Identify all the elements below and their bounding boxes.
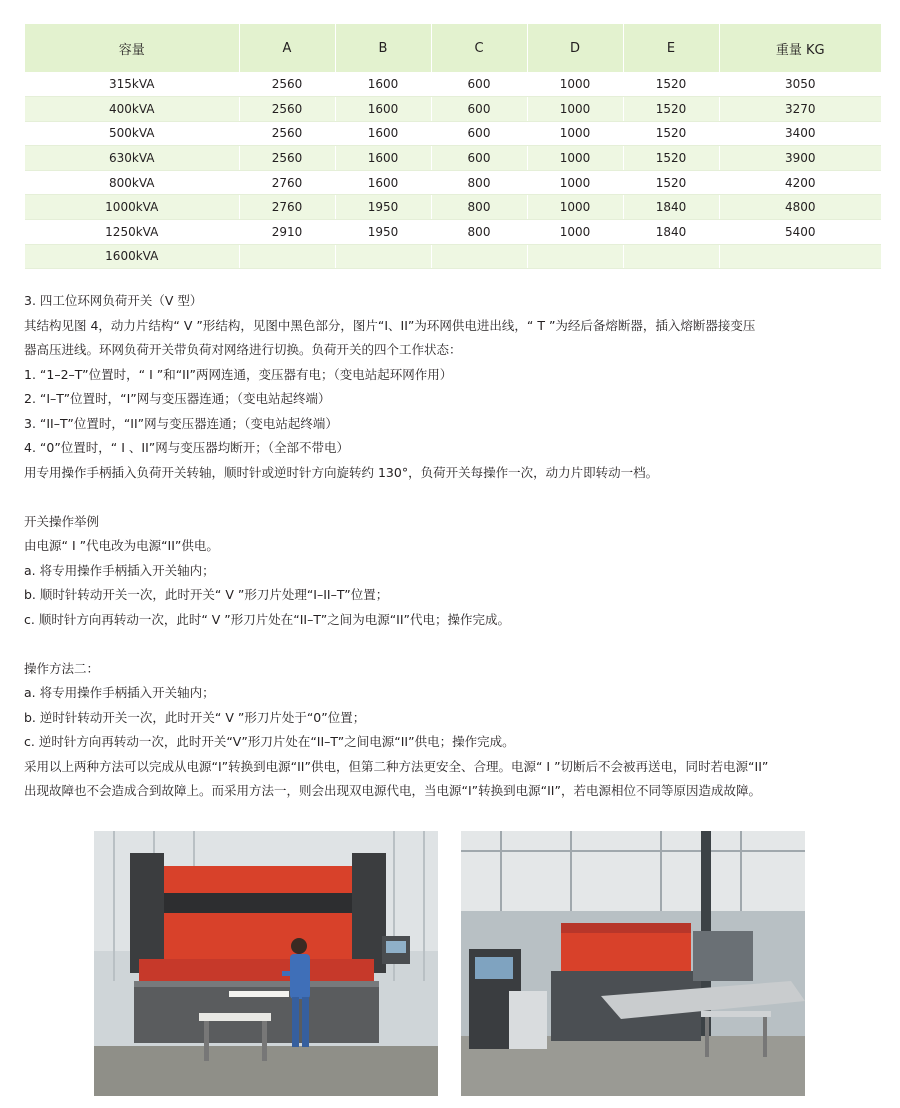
table-row xyxy=(25,97,881,122)
table-cell xyxy=(623,244,719,269)
table-cell: 1600 xyxy=(335,170,431,195)
table-row xyxy=(25,220,881,245)
table-header-row xyxy=(25,24,881,72)
table-cell: 1520 xyxy=(623,170,719,195)
punch-press-photo xyxy=(461,831,805,1096)
section-switch-line: 器高压进线。环网负荷开关带负荷对网络进行切换。负荷开关的四个工作状态： xyxy=(24,342,462,357)
table-cell: 1000 xyxy=(527,195,623,220)
table-cell: 1000 xyxy=(527,220,623,245)
table-cell: 1840 xyxy=(623,220,719,245)
section-switch-line: 4. “0”位置时，“ I 、II”网与变压器均断开；（全部不带电） xyxy=(24,440,350,455)
table-cell: 600 xyxy=(431,146,527,171)
table-cell: 800 xyxy=(431,170,527,195)
section-switch-line: 用专用操作手柄插入负荷开关转轴，顺时针或逆时针方向旋转约 130°，负荷开关每操作一次，动力片即转动一档。 xyxy=(24,464,659,480)
section-method2-line: a. 将专用操作手柄插入开关轴内； xyxy=(24,685,215,700)
table-cell xyxy=(335,244,431,269)
table-cell: 4800 xyxy=(719,195,881,220)
section-example-line: 由电源“ I ”代电改为电源“II”供电。 xyxy=(24,538,219,553)
table-cell xyxy=(431,244,527,269)
section-example-line: c. 顺时针方向再转动一次，此时“ V ”形刀片处在“II–T”之间为电源“II”代电；操作完成。 xyxy=(24,611,511,627)
capacity-cell: 800kVA xyxy=(25,170,239,195)
table-row xyxy=(25,195,881,220)
table-cell: 1600 xyxy=(335,72,431,97)
section-switch-title: 3. 四工位环网负荷开关（V 型） xyxy=(24,293,203,308)
section-method2-title: 操作方法二： xyxy=(24,660,100,676)
table-cell: 1600 xyxy=(335,97,431,122)
section-switch-line: 3. “II–T”位置时，“II”网与变压器连通；（变电站起终端） xyxy=(24,415,338,431)
table-cell: 2560 xyxy=(239,121,335,146)
table-cell: 600 xyxy=(431,97,527,122)
table-cell: 1840 xyxy=(623,195,719,220)
table-cell: 2760 xyxy=(239,195,335,220)
section-method2-line: 采用以上两种方法可以完成从电源“I”转换到电源“II”供电，但第二种方法更安全、合理。电源“ I ”切断后不会被再送电，同时若电源“II” xyxy=(24,758,769,774)
table-cell: 800 xyxy=(431,195,527,220)
table-cell: 1520 xyxy=(623,72,719,97)
section-example-line: a. 将专用操作手柄插入开关轴内； xyxy=(24,562,215,578)
table-cell: 2760 xyxy=(239,170,335,195)
section-switch-line: 其结构见图 4，动力片结构“ V ”形结构，见图中黑色部分，图片“I、II”为环网供电进出线，“ T ”为经后备熔断器，插入熔断器接变压 xyxy=(24,317,756,333)
capacity-cell: 630kVA xyxy=(25,146,239,171)
capacity-cell: 500kVA xyxy=(25,121,239,146)
capacity-cell: 1600kVA xyxy=(25,244,239,269)
table-cell: 4200 xyxy=(719,170,881,195)
section-switch-line: 1. “1–2–T”位置时，“ I ”和“II”两网连通，变压器有电；（变电站起环网作用） xyxy=(24,366,453,382)
section-switch-line: 2. “I–T”位置时，“I”网与变压器连通；（变电站起终端） xyxy=(24,391,331,406)
header-capacity: 容量 xyxy=(25,24,239,72)
table-cell: 1600 xyxy=(335,146,431,171)
table-cell: 2560 xyxy=(239,97,335,122)
table-cell: 600 xyxy=(431,121,527,146)
table-cell: 1520 xyxy=(623,146,719,171)
table-cell xyxy=(527,244,623,269)
section-method2-line: 出现故障也不会造成合到故障上。而采用方法一，则会出现双电源代电，当电源“I”转换到电源“II”，若电源相位不同等原因造成故障。 xyxy=(24,783,761,798)
header-weight: 重量 KG xyxy=(719,24,881,72)
table-cell: 2560 xyxy=(239,72,335,97)
section-example-title: 开关操作举例 xyxy=(24,513,100,529)
header-b: B xyxy=(335,24,431,72)
table-cell: 1950 xyxy=(335,195,431,220)
table-cell: 1520 xyxy=(623,121,719,146)
table-cell: 1520 xyxy=(623,97,719,122)
capacity-cell: 1000kVA xyxy=(25,195,239,220)
table-cell: 1000 xyxy=(527,72,623,97)
table-cell: 2560 xyxy=(239,146,335,171)
header-e: E xyxy=(623,24,719,72)
table-cell: 1950 xyxy=(335,220,431,245)
table-cell: 1600 xyxy=(335,121,431,146)
table-cell: 3270 xyxy=(719,97,881,122)
section-example-line: b. 顺时针转动开关一次，此时开关“ V ”形刀片处理“I–II–T”位置； xyxy=(24,587,389,602)
article-body xyxy=(24,289,884,804)
table-cell: 3050 xyxy=(719,72,881,97)
table-cell: 600 xyxy=(431,72,527,97)
table-cell: 2910 xyxy=(239,220,335,245)
spec-table xyxy=(25,24,881,269)
section-method2-line: b. 逆时针转动开关一次，此时开关“ V ”形刀片处于“0”位置； xyxy=(24,709,366,725)
table-row xyxy=(25,244,881,269)
table-row xyxy=(25,170,881,195)
table-cell: 3400 xyxy=(719,121,881,146)
header-c: C xyxy=(431,24,527,72)
capacity-cell: 400kVA xyxy=(25,97,239,122)
table-cell: 800 xyxy=(431,220,527,245)
table-row xyxy=(25,121,881,146)
table-cell: 1000 xyxy=(527,121,623,146)
table-row xyxy=(25,72,881,97)
section-method2-line: c. 逆时针方向再转动一次，此时开关“V”形刀片处在“II–T”之间电源“II”供电；操作完成。 xyxy=(24,734,515,749)
header-a: A xyxy=(239,24,335,72)
table-cell xyxy=(719,244,881,269)
table-cell xyxy=(239,244,335,269)
table-cell: 3900 xyxy=(719,146,881,171)
press-brake-photo xyxy=(94,831,438,1096)
table-cell: 5400 xyxy=(719,220,881,245)
table-cell: 1000 xyxy=(527,170,623,195)
table-body xyxy=(25,72,881,269)
table-row xyxy=(25,146,881,171)
capacity-cell: 315kVA xyxy=(25,72,239,97)
capacity-cell: 1250kVA xyxy=(25,220,239,245)
table-cell: 1000 xyxy=(527,146,623,171)
table-cell: 1000 xyxy=(527,97,623,122)
header-d: D xyxy=(527,24,623,72)
